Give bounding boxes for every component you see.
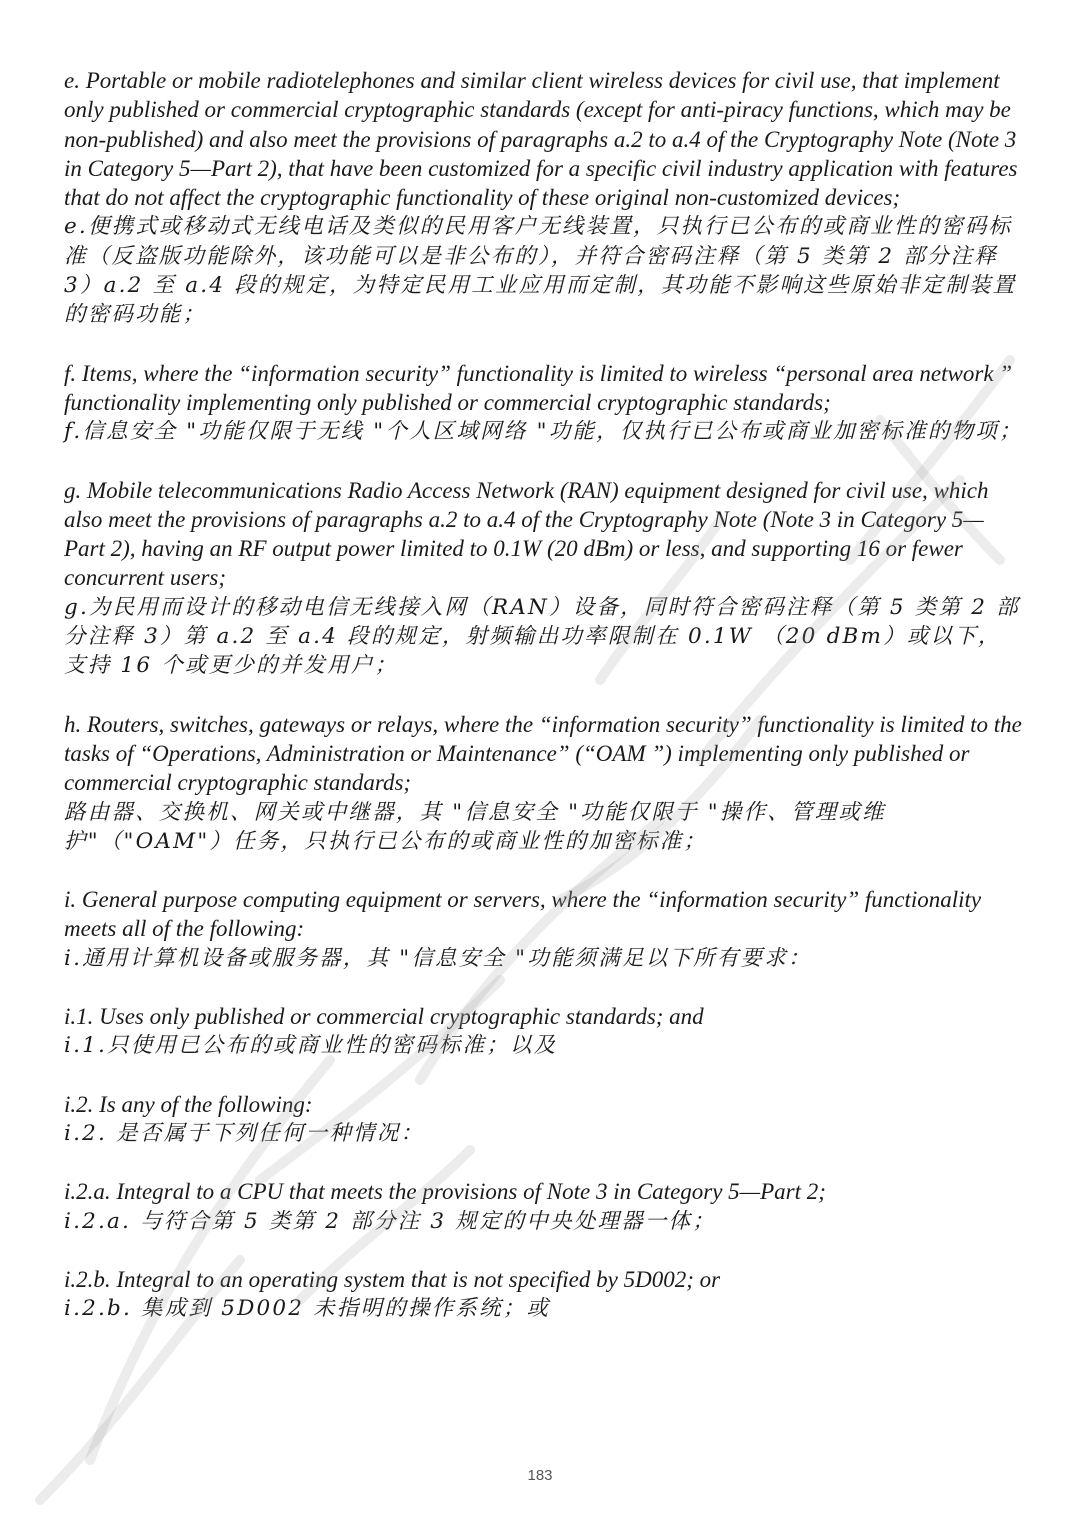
paragraph-f-chinese: f.信息安全 "功能仅限于无线 "个人区域网络 "功能，仅执行已公布或商业加密标准的物项； — [64, 419, 1023, 445]
paragraph-e-english: e. Portable or mobile radiotelephones and similar client wireless devices for civil use, that implement only published or commercial cryptographic standards (except for anti-piracy functions, which may be non-published) and also meet the provisions of paragraphs a.2 to a.4 of the Cryptography Note (Note 3 in Category 5—Part 2), that have been customized for a specific civil industry application with features that do not affect the cryptographic functionality of these original non-customized devices; — [64, 68, 1018, 211]
paragraph-i-1 — [64, 1002, 1024, 1061]
paragraph-h-english: h. Routers, switches, gateways or relays, where the “information security” functionality is limited to the tasks of “Operations, Administration or Maintenance” (“OAM ”) implementing only published or commercial cryptographic standards; — [64, 711, 1022, 796]
paragraph-i-2-a — [64, 1177, 1024, 1236]
paragraph-i-2-b — [64, 1265, 1024, 1324]
paragraph-g-chinese: g.为民用而设计的移动电信无线接入网（RAN）设备，同时符合密码注释（第 5 类第 2 部分注释 3）第 a.2 至 a.4 段的规定，射频输出功率限制在 0.1W （20 dBm）或以下，支持 16 个或更少的并发用户； — [64, 594, 1020, 679]
paragraph-f — [64, 359, 1024, 447]
paragraph-h-chinese: 路由器、交换机、网关或中继器，其 "信息安全 "功能仅限于 "操作、管理或维护"（"OAM"）任务，只执行已公布的或商业性的加密标准； — [64, 799, 886, 854]
paragraph-i-2-a-chinese: i.2.a. 与符合第 5 类第 2 部分注 3 规定的中央处理器一体； — [64, 1208, 716, 1234]
paragraph-e — [64, 66, 1024, 330]
paragraph-i-2 — [64, 1090, 1024, 1149]
paragraph-e-chinese: e.便携式或移动式无线电话及类似的民用客户无线装置，只执行已公布的或商业性的密码标准（反盗版功能除外，该功能可以是非公布的），并符合密码注释（第 5 类第 2 部分注释 3）a.2 至 a.4 段的规定，为特定民用工业应用而定制，其功能不影响这些原始非定制装置的密码功能； — [64, 214, 1017, 328]
paragraph-i-chinese: i.通用计算机设备或服务器，其 "信息安全 "功能须满足以下所有要求： — [64, 945, 812, 971]
paragraph-i-2-b-chinese: i.2.b. 集成到 5D002 未指明的操作系统；或 — [64, 1296, 551, 1322]
paragraph-i-2-a-english: i.2.a. Integral to a CPU that meets the provisions of Note 3 in Category 5—Part 2; — [64, 1179, 826, 1205]
paragraph-f-english: f. Items, where the “information security” functionality is limited to wireless “personal area network ” functionality implementing only published or commercial cryptographic standards; — [64, 360, 1013, 415]
paragraph-g-english: g. Mobile telecommunications Radio Access Network (RAN) equipment designed for civil use, which also meet the provisions of paragraphs a.2 to a.4 of the Cryptography Note (Note 3 in Category 5—Part 2), having an RF output power limited to 0.1W (20 dBm) or less, and supporting 16 or fewer concurrent users; — [64, 477, 989, 591]
paragraph-i-2-b-english: i.2.b. Integral to an operating system that is not specified by 5D002; or — [64, 1266, 721, 1292]
paragraph-i — [64, 885, 1024, 973]
paragraph-i-english: i. General purpose computing equipment or servers, where the “information security” functionality meets all of the following: — [64, 887, 982, 942]
paragraph-h — [64, 710, 1024, 856]
document-body — [64, 66, 1024, 1323]
paragraph-i-2-chinese: i.2. 是否属于下列任何一种情况： — [64, 1120, 425, 1146]
page-number: 183 — [527, 1467, 553, 1484]
paragraph-i-1-chinese: i.1.只使用已公布的或商业性的密码标准；以及 — [64, 1033, 558, 1059]
paragraph-i-2-english: i.2. Is any of the following: — [64, 1091, 313, 1117]
paragraph-g — [64, 476, 1024, 681]
paragraph-i-1-english: i.1. Uses only published or commercial cryptographic standards; and — [64, 1004, 704, 1030]
